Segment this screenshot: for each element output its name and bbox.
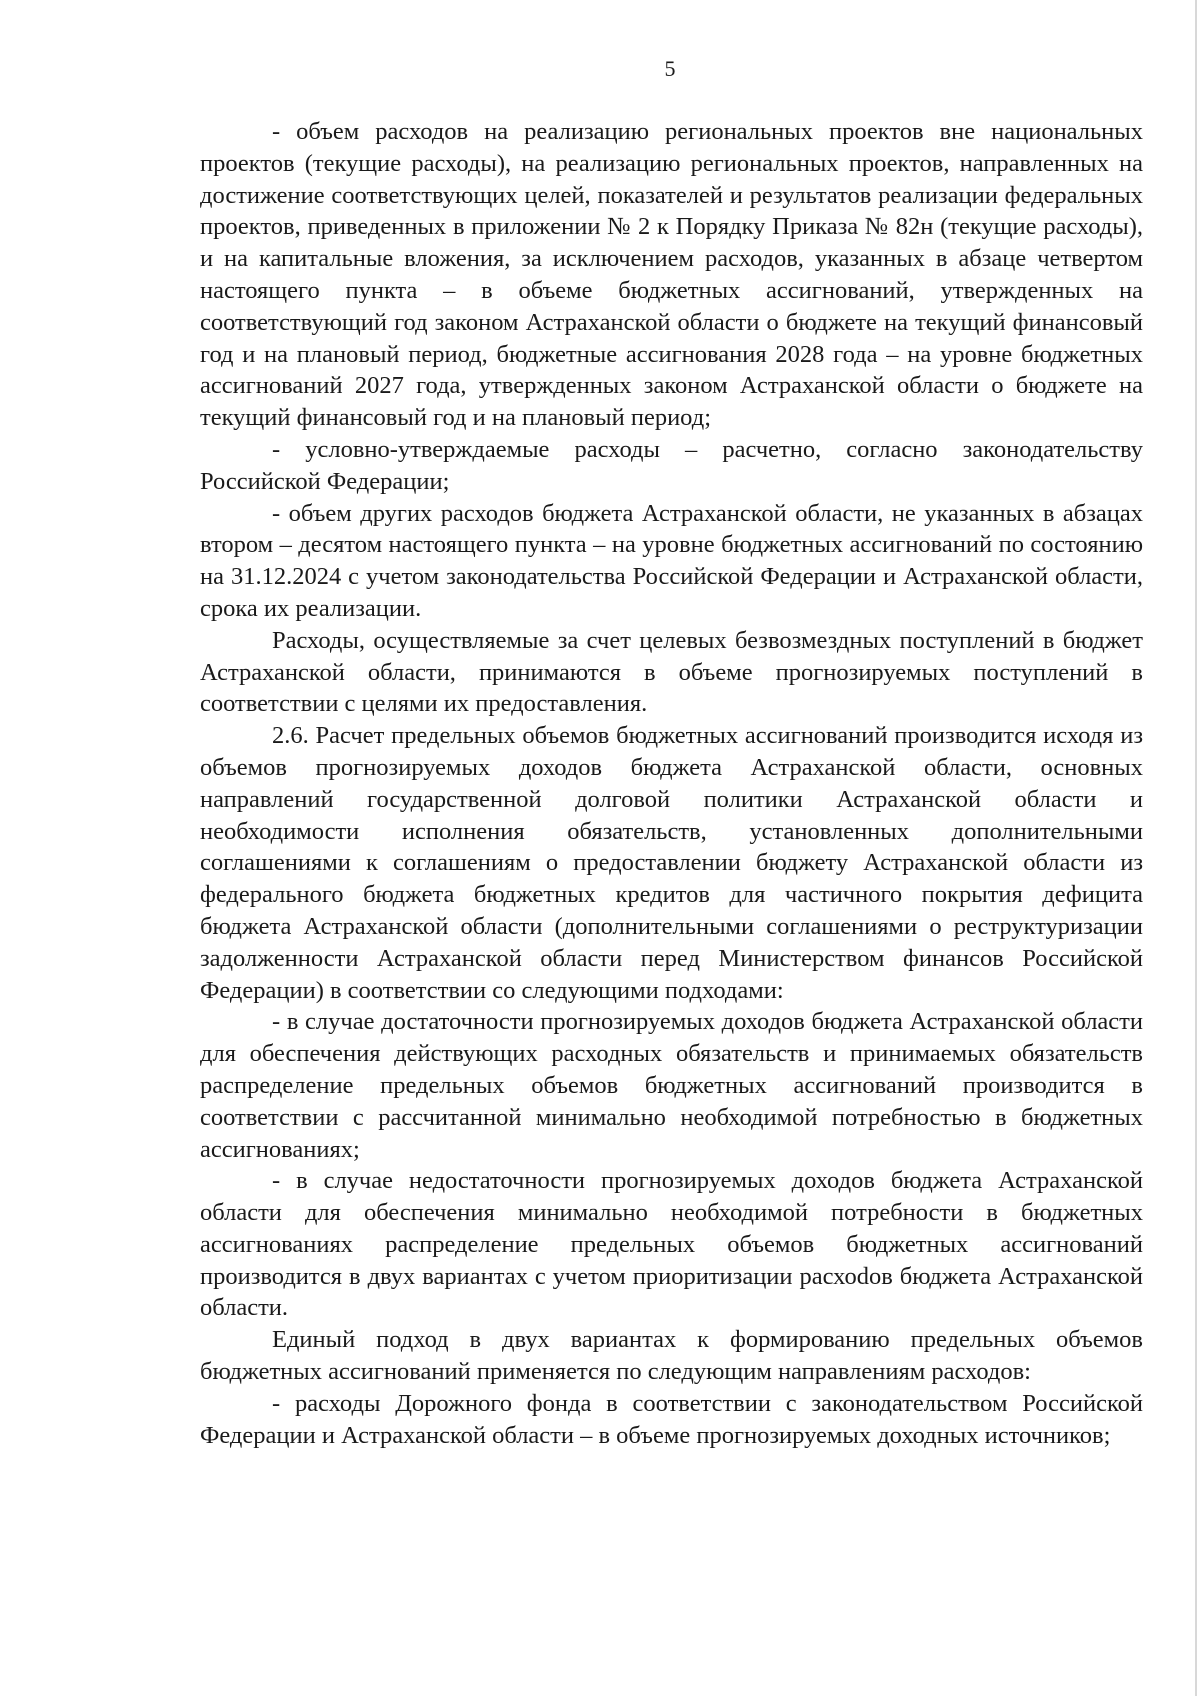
paragraph-road-fund-expenses: - расходы Дорожного фонда в соответствии с законодательством Российской Федерации и Астраханской области – в объеме прогнозируемых доходных источников;	[200, 1389, 1143, 1449]
document-body	[200, 116, 1143, 1451]
paragraph-targeted-grants-expenses: Расходы, осуществляемые за счет целевых безвозмездных поступлений в бюджет Астраханской области, принимаются в объеме прогнозируемых поступлений в соответствии с целями их предоставления.	[200, 626, 1143, 718]
paragraph-insufficient-revenue-case: - в случае недостаточности прогнозируемых доходов бюджета Астраханской области для обеспечения минимально необходимой потребности в бюджетных ассигнованиях распределение предельных объемов бюджетных ассигнований производится в двух вариантах с учетом приоритизации расхоdов бюджета Астраханской области.	[200, 1167, 1143, 1322]
paragraph-regional-projects-expenses: - объем расходов на реализацию региональных проектов вне национальных проектов (текущие расходы), на реализацию региональных проектов, направленных на достижение соответствующих целей, показателей и результатов реализации федеральных проектов, приведенных в приложении № 2 к Порядку Приказа № 82н (текущие расходы), и на капитальные вложения, за исключением расходов, указанных в абзаце четвертом настоящего пункта – в объеме бюджетных ассигнований, утвержденных на соответствующий год законом Астраханской области о бюджете на текущий финансовый год и на плановый период, бюджетные ассигнования 2028 года – на уровне бюджетных ассигнований 2027 года, утвержденных законом Астраханской области о бюджете на текущий финансовый год и на плановый период;	[200, 118, 1143, 432]
paragraph-section-2-6: 2.6. Расчет предельных объемов бюджетных ассигнований производится исходя из объемов прогнозируемых доходов бюджета Астраханской области, основных направлений государственной долговой политики Астраханской области и необходимости исполнения обязательств, установленных дополнительными соглашениями к соглашениям о предоставлении бюджету Астраханской области из федерального бюджета бюджетных кредитов для частичного покрытия дефицита бюджета Астраханской области (дополнительными соглашениями о реструктуризации задолженности Астраханской области перед Министерством финансов Российской Федерации) в соответствии со следующими подходами:	[200, 722, 1143, 1004]
paragraph-other-expenses: - объем других расходов бюджета Астраханской области, не указанных в абзацах втором – десятом настоящего пункта – на уровне бюджетных ассигнований по состоянию на 31.12.2024 с учетом законодательства Российской Федерации и Астраханской области, срока их реализации.	[200, 499, 1143, 622]
page-number: 5	[664, 56, 676, 81]
paragraph-unified-approach: Единый подход в двух вариантах к формированию предельных объемов бюджетных ассигнований применяется по следующим направлениям расходов:	[200, 1326, 1143, 1386]
paragraph-sufficient-revenue-case: - в случае достаточности прогнозируемых доходов бюджета Астраханской области для обеспечения действующих расходных обязательств и принимаемых обязательств распределение предельных объемов бюджетных ассигнований производится в соответствии с рассчитанной минимально необходимой потребностью в бюджетных ассигнованиях;	[200, 1008, 1143, 1163]
scan-edge-line	[1195, 0, 1197, 1696]
paragraph-conditionally-approved-expenses: - условно-утверждаемые расходы – расчетно, согласно законодательству Российской Федерации;	[200, 435, 1143, 495]
